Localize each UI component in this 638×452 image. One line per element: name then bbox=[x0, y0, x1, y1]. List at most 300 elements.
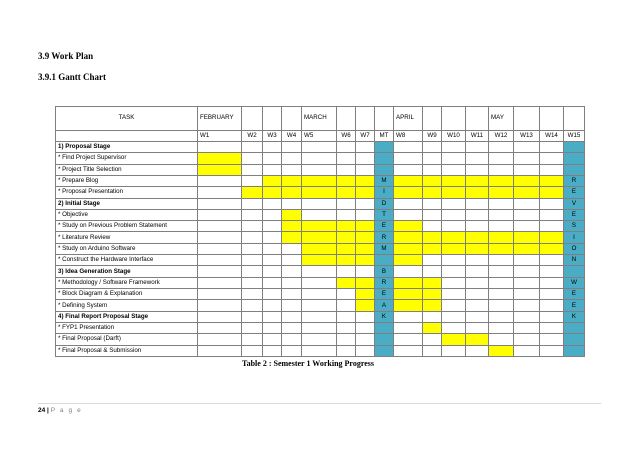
gantt-empty-cell bbox=[466, 221, 489, 232]
table-row bbox=[56, 187, 585, 198]
gantt-empty-cell bbox=[489, 311, 514, 322]
gantt-empty-cell bbox=[263, 289, 282, 300]
gantt-empty-cell bbox=[466, 198, 489, 209]
gantt-empty-cell bbox=[442, 141, 466, 152]
gantt-empty-cell bbox=[242, 221, 263, 232]
table-row bbox=[56, 209, 585, 220]
study-week-cell: V bbox=[564, 198, 585, 209]
task-label: * Study on Previous Problem Statement bbox=[56, 221, 198, 232]
study-week-cell: I bbox=[564, 232, 585, 243]
gantt-bar-cell bbox=[466, 243, 489, 254]
gantt-empty-cell bbox=[489, 198, 514, 209]
study-week-cell: E bbox=[564, 300, 585, 311]
gantt-bar-cell bbox=[356, 300, 375, 311]
midterm-break-cell: K bbox=[375, 311, 394, 322]
gantt-empty-cell bbox=[263, 141, 282, 152]
study-week-cell bbox=[564, 153, 585, 164]
gantt-empty-cell bbox=[337, 311, 356, 322]
week-header: W11 bbox=[466, 130, 489, 141]
midterm-break-cell: I bbox=[375, 187, 394, 198]
midterm-break-cell: A bbox=[375, 300, 394, 311]
gantt-empty-cell bbox=[423, 221, 442, 232]
task-label: * Objective bbox=[56, 209, 198, 220]
gantt-empty-cell bbox=[337, 198, 356, 209]
gantt-empty-cell bbox=[540, 322, 564, 333]
gantt-empty-cell bbox=[442, 198, 466, 209]
gantt-empty-cell bbox=[514, 209, 540, 220]
gantt-empty-cell bbox=[514, 311, 540, 322]
gantt-empty-cell bbox=[263, 345, 282, 356]
gantt-empty-cell bbox=[394, 266, 423, 277]
gantt-empty-cell bbox=[466, 209, 489, 220]
table-row bbox=[56, 164, 585, 175]
gantt-empty-cell bbox=[198, 345, 242, 356]
study-week-cell: K bbox=[564, 311, 585, 322]
table-row bbox=[56, 334, 585, 345]
gantt-empty-cell bbox=[423, 209, 442, 220]
gantt-empty-cell bbox=[540, 198, 564, 209]
gantt-empty-cell bbox=[540, 266, 564, 277]
gantt-bar-cell bbox=[356, 232, 375, 243]
gantt-empty-cell bbox=[337, 345, 356, 356]
gantt-empty-cell bbox=[242, 232, 263, 243]
gantt-empty-cell bbox=[489, 141, 514, 152]
gantt-bar-cell bbox=[356, 255, 375, 266]
gantt-empty-cell bbox=[442, 311, 466, 322]
gantt-empty-cell bbox=[337, 300, 356, 311]
gantt-bar-cell bbox=[442, 232, 466, 243]
gantt-empty-cell bbox=[540, 300, 564, 311]
gantt-bar-cell bbox=[337, 243, 356, 254]
month-april: APRIL bbox=[394, 107, 423, 131]
table-row bbox=[56, 232, 585, 243]
gantt-empty-cell bbox=[242, 153, 263, 164]
gantt-empty-cell bbox=[242, 175, 263, 186]
gantt-empty-cell bbox=[198, 243, 242, 254]
gantt-bar-cell bbox=[302, 221, 337, 232]
study-week-cell: E bbox=[564, 209, 585, 220]
midterm-break-cell bbox=[375, 322, 394, 333]
table-row bbox=[56, 221, 585, 232]
task-label: * FYP1 Presentation bbox=[56, 322, 198, 333]
section-title: 3.9 Work Plan bbox=[38, 51, 94, 61]
gantt-empty-cell bbox=[442, 209, 466, 220]
gantt-empty-cell bbox=[423, 334, 442, 345]
table-row bbox=[56, 255, 585, 266]
month-march: MARCH bbox=[302, 107, 337, 131]
month-header-row bbox=[56, 107, 585, 131]
gantt-empty-cell bbox=[263, 221, 282, 232]
gantt-bar-cell bbox=[282, 232, 302, 243]
week-header: W2 bbox=[242, 130, 263, 141]
gantt-empty-cell bbox=[514, 164, 540, 175]
gantt-bar-cell bbox=[394, 187, 423, 198]
gantt-empty-cell bbox=[282, 243, 302, 254]
week-header: W6 bbox=[337, 130, 356, 141]
gantt-empty-cell bbox=[394, 209, 423, 220]
gantt-empty-cell bbox=[423, 266, 442, 277]
gantt-bar-cell bbox=[540, 243, 564, 254]
gantt-bar-cell bbox=[394, 289, 423, 300]
gantt-empty-cell bbox=[466, 277, 489, 288]
gantt-empty-cell bbox=[282, 334, 302, 345]
gantt-empty-cell bbox=[242, 345, 263, 356]
gantt-empty-cell bbox=[489, 153, 514, 164]
gantt-empty-cell bbox=[242, 266, 263, 277]
gantt-empty-cell bbox=[489, 255, 514, 266]
gantt-empty-cell bbox=[198, 141, 242, 152]
gantt-empty-cell bbox=[302, 334, 337, 345]
gantt-empty-cell bbox=[423, 164, 442, 175]
gantt-empty-cell bbox=[394, 345, 423, 356]
gantt-bar-cell bbox=[356, 277, 375, 288]
gantt-bar-cell bbox=[489, 232, 514, 243]
gantt-bar-cell bbox=[514, 243, 540, 254]
week-header: W13 bbox=[514, 130, 540, 141]
gantt-bar-cell bbox=[423, 243, 442, 254]
gantt-empty-cell bbox=[302, 198, 337, 209]
gantt-empty-cell bbox=[442, 153, 466, 164]
gantt-empty-cell bbox=[282, 322, 302, 333]
page-number: 24 bbox=[38, 407, 46, 414]
midterm-break-cell bbox=[375, 153, 394, 164]
gantt-bar-cell bbox=[540, 232, 564, 243]
gantt-bar-cell bbox=[337, 277, 356, 288]
week-header: W1 bbox=[198, 130, 242, 141]
gantt-empty-cell bbox=[540, 153, 564, 164]
gantt-empty-cell bbox=[514, 334, 540, 345]
gantt-empty-cell bbox=[242, 311, 263, 322]
gantt-empty-cell bbox=[540, 311, 564, 322]
gantt-empty-cell bbox=[282, 164, 302, 175]
gantt-bar-cell bbox=[540, 187, 564, 198]
gantt-empty-cell bbox=[423, 141, 442, 152]
gantt-empty-cell bbox=[263, 209, 282, 220]
gantt-bar-cell bbox=[356, 289, 375, 300]
gantt-empty-cell bbox=[263, 243, 282, 254]
gantt-bar-cell bbox=[337, 232, 356, 243]
gantt-empty-cell bbox=[442, 164, 466, 175]
study-week-cell: W bbox=[564, 277, 585, 288]
table-row bbox=[56, 345, 585, 356]
gantt-empty-cell bbox=[489, 164, 514, 175]
gantt-bar-cell bbox=[540, 175, 564, 186]
gantt-bar-cell bbox=[489, 175, 514, 186]
table-caption: Table 2 : Semester 1 Working Progress bbox=[242, 359, 374, 368]
gantt-empty-cell bbox=[198, 232, 242, 243]
gantt-empty-cell bbox=[514, 289, 540, 300]
gantt-empty-cell bbox=[489, 300, 514, 311]
gantt-bar-cell bbox=[466, 334, 489, 345]
gantt-bar-cell bbox=[302, 255, 337, 266]
gantt-empty-cell bbox=[282, 311, 302, 322]
gantt-empty-cell bbox=[442, 322, 466, 333]
gantt-empty-cell bbox=[242, 209, 263, 220]
gantt-bar-cell bbox=[466, 187, 489, 198]
gantt-empty-cell bbox=[466, 255, 489, 266]
gantt-bar-cell bbox=[302, 175, 337, 186]
gantt-bar-cell bbox=[394, 221, 423, 232]
gantt-bar-cell bbox=[198, 164, 242, 175]
gantt-empty-cell bbox=[442, 277, 466, 288]
gantt-empty-cell bbox=[302, 141, 337, 152]
gantt-bar-cell bbox=[282, 187, 302, 198]
gantt-empty-cell bbox=[356, 153, 375, 164]
gantt-empty-cell bbox=[242, 277, 263, 288]
midterm-break-cell: T bbox=[375, 209, 394, 220]
table-row bbox=[56, 311, 585, 322]
week-header: W5 bbox=[302, 130, 337, 141]
week-header: MT bbox=[375, 130, 394, 141]
gantt-empty-cell bbox=[302, 277, 337, 288]
midterm-break-cell: D bbox=[375, 198, 394, 209]
gantt-empty-cell bbox=[282, 277, 302, 288]
gantt-empty-cell bbox=[489, 221, 514, 232]
gantt-empty-cell bbox=[442, 345, 466, 356]
midterm-break-cell bbox=[375, 345, 394, 356]
gantt-empty-cell bbox=[302, 322, 337, 333]
gantt-empty-cell bbox=[514, 322, 540, 333]
gantt-empty-cell bbox=[423, 198, 442, 209]
gantt-empty-cell bbox=[514, 345, 540, 356]
gantt-empty-cell bbox=[466, 153, 489, 164]
gantt-empty-cell bbox=[263, 311, 282, 322]
gantt-empty-cell bbox=[263, 334, 282, 345]
gantt-empty-cell bbox=[442, 266, 466, 277]
table-row bbox=[56, 198, 585, 209]
gantt-empty-cell bbox=[263, 255, 282, 266]
gantt-empty-cell bbox=[540, 164, 564, 175]
task-label: 1) Proposal Stage bbox=[56, 141, 198, 152]
midterm-break-cell: R bbox=[375, 277, 394, 288]
study-week-cell: E bbox=[564, 289, 585, 300]
task-label: * Study on Arduino Software bbox=[56, 243, 198, 254]
gantt-empty-cell bbox=[356, 266, 375, 277]
week-header: W8 bbox=[394, 130, 423, 141]
gantt-empty-cell bbox=[337, 141, 356, 152]
gantt-empty-cell bbox=[263, 164, 282, 175]
gantt-empty-cell bbox=[489, 322, 514, 333]
gantt-empty-cell bbox=[540, 141, 564, 152]
gantt-empty-cell bbox=[302, 266, 337, 277]
gantt-bar-cell bbox=[423, 277, 442, 288]
task-label: * Prepare Blog bbox=[56, 175, 198, 186]
study-week-cell bbox=[564, 322, 585, 333]
gantt-bar-cell bbox=[423, 289, 442, 300]
gantt-empty-cell bbox=[394, 198, 423, 209]
gantt-empty-cell bbox=[198, 289, 242, 300]
task-label: * Project Title Selection bbox=[56, 164, 198, 175]
gantt-table bbox=[55, 106, 585, 357]
gantt-empty-cell bbox=[198, 175, 242, 186]
page-word: P a g e bbox=[50, 407, 83, 414]
task-label: * Final Proposal & Submission bbox=[56, 345, 198, 356]
gantt-empty-cell bbox=[302, 345, 337, 356]
gantt-bar-cell bbox=[489, 243, 514, 254]
week-header: W12 bbox=[489, 130, 514, 141]
task-label: * Construct the Hardware Interface bbox=[56, 255, 198, 266]
gantt-empty-cell bbox=[198, 187, 242, 198]
gantt-bar-cell bbox=[466, 232, 489, 243]
task-label: * Block Diagram & Explanation bbox=[56, 289, 198, 300]
task-label: * Defining System bbox=[56, 300, 198, 311]
gantt-empty-cell bbox=[489, 209, 514, 220]
gantt-empty-cell bbox=[489, 334, 514, 345]
gantt-empty-cell bbox=[514, 198, 540, 209]
study-week-cell: E bbox=[564, 187, 585, 198]
gantt-empty-cell bbox=[356, 311, 375, 322]
gantt-empty-cell bbox=[198, 334, 242, 345]
gantt-empty-cell bbox=[263, 300, 282, 311]
gantt-empty-cell bbox=[302, 311, 337, 322]
study-week-cell bbox=[564, 345, 585, 356]
gantt-empty-cell bbox=[356, 322, 375, 333]
gantt-empty-cell bbox=[198, 300, 242, 311]
gantt-empty-cell bbox=[356, 209, 375, 220]
gantt-empty-cell bbox=[282, 255, 302, 266]
gantt-empty-cell bbox=[466, 300, 489, 311]
gantt-empty-cell bbox=[540, 289, 564, 300]
gantt-empty-cell bbox=[242, 198, 263, 209]
gantt-empty-cell bbox=[394, 334, 423, 345]
gantt-empty-cell bbox=[282, 198, 302, 209]
gantt-empty-cell bbox=[198, 277, 242, 288]
gantt-empty-cell bbox=[302, 300, 337, 311]
gantt-empty-cell bbox=[356, 164, 375, 175]
gantt-empty-cell bbox=[198, 255, 242, 266]
gantt-empty-cell bbox=[337, 266, 356, 277]
gantt-bar-cell bbox=[394, 175, 423, 186]
table-row bbox=[56, 153, 585, 164]
gantt-empty-cell bbox=[394, 141, 423, 152]
gantt-empty-cell bbox=[489, 277, 514, 288]
gantt-empty-cell bbox=[394, 322, 423, 333]
gantt-bar-cell bbox=[394, 300, 423, 311]
gantt-bar-cell bbox=[394, 243, 423, 254]
gantt-empty-cell bbox=[442, 300, 466, 311]
study-week-cell bbox=[564, 141, 585, 152]
gantt-bar-cell bbox=[263, 187, 282, 198]
footer-divider bbox=[38, 403, 601, 404]
gantt-empty-cell bbox=[466, 141, 489, 152]
gantt-bar-cell bbox=[282, 209, 302, 220]
gantt-empty-cell bbox=[423, 345, 442, 356]
gantt-bar-cell bbox=[356, 187, 375, 198]
midterm-break-cell: M bbox=[375, 243, 394, 254]
gantt-empty-cell bbox=[198, 266, 242, 277]
gantt-empty-cell bbox=[540, 221, 564, 232]
gantt-empty-cell bbox=[442, 221, 466, 232]
gantt-empty-cell bbox=[263, 322, 282, 333]
gantt-empty-cell bbox=[466, 322, 489, 333]
gantt-bar-cell bbox=[302, 243, 337, 254]
gantt-empty-cell bbox=[540, 345, 564, 356]
gantt-empty-cell bbox=[489, 266, 514, 277]
gantt-empty-cell bbox=[198, 209, 242, 220]
task-label: 2) Initial Stage bbox=[56, 198, 198, 209]
study-week-cell: S bbox=[564, 221, 585, 232]
gantt-empty-cell bbox=[198, 322, 242, 333]
gantt-bar-cell bbox=[198, 153, 242, 164]
subsection-title: 3.9.1 Gantt Chart bbox=[38, 72, 106, 82]
study-week-cell: O bbox=[564, 243, 585, 254]
gantt-empty-cell bbox=[302, 164, 337, 175]
midterm-break-cell: R bbox=[375, 232, 394, 243]
gantt-empty-cell bbox=[423, 311, 442, 322]
gantt-empty-cell bbox=[242, 243, 263, 254]
footer-separator: | bbox=[47, 407, 49, 414]
gantt-empty-cell bbox=[466, 266, 489, 277]
gantt-empty-cell bbox=[263, 153, 282, 164]
week-header: W4 bbox=[282, 130, 302, 141]
gantt-empty-cell bbox=[423, 153, 442, 164]
gantt-empty-cell bbox=[337, 289, 356, 300]
gantt-bar-cell bbox=[302, 232, 337, 243]
gantt-empty-cell bbox=[263, 232, 282, 243]
gantt-bar-cell bbox=[423, 175, 442, 186]
midterm-break-cell bbox=[375, 164, 394, 175]
gantt-body bbox=[56, 141, 585, 356]
midterm-break-cell bbox=[375, 141, 394, 152]
gantt-empty-cell bbox=[466, 289, 489, 300]
table-row bbox=[56, 141, 585, 152]
gantt-empty-cell bbox=[356, 334, 375, 345]
midterm-break-cell: M bbox=[375, 175, 394, 186]
gantt-empty-cell bbox=[242, 255, 263, 266]
gantt-empty-cell bbox=[242, 322, 263, 333]
study-week-cell bbox=[564, 334, 585, 345]
gantt-empty-cell bbox=[337, 164, 356, 175]
week-header: W15 bbox=[564, 130, 585, 141]
gantt-empty-cell bbox=[442, 289, 466, 300]
month-february: FEBRUARY bbox=[198, 107, 242, 131]
page-footer bbox=[38, 407, 82, 414]
gantt-bar-cell bbox=[442, 175, 466, 186]
gantt-empty-cell bbox=[198, 221, 242, 232]
week-header: W9 bbox=[423, 130, 442, 141]
gantt-empty-cell bbox=[282, 266, 302, 277]
gantt-empty-cell bbox=[394, 311, 423, 322]
gantt-bar-cell bbox=[302, 187, 337, 198]
task-label: * Methodology / Software Framework bbox=[56, 277, 198, 288]
gantt-bar-cell bbox=[282, 175, 302, 186]
study-week-cell: R bbox=[564, 175, 585, 186]
midterm-break-cell: B bbox=[375, 266, 394, 277]
gantt-empty-cell bbox=[337, 322, 356, 333]
gantt-empty-cell bbox=[540, 334, 564, 345]
gantt-empty-cell bbox=[466, 345, 489, 356]
gantt-empty-cell bbox=[514, 141, 540, 152]
gantt-bar-cell bbox=[242, 187, 263, 198]
gantt-bar-cell bbox=[337, 175, 356, 186]
gantt-bar-cell bbox=[514, 187, 540, 198]
task-label: * Find Project Supervisor bbox=[56, 153, 198, 164]
gantt-bar-cell bbox=[394, 277, 423, 288]
gantt-empty-cell bbox=[466, 311, 489, 322]
gantt-bar-cell bbox=[394, 232, 423, 243]
gantt-bar-cell bbox=[356, 243, 375, 254]
gantt-empty-cell bbox=[302, 289, 337, 300]
gantt-bar-cell bbox=[423, 187, 442, 198]
gantt-empty-cell bbox=[337, 334, 356, 345]
midterm-break-cell: E bbox=[375, 289, 394, 300]
gantt-empty-cell bbox=[514, 221, 540, 232]
task-label: * Literature Review bbox=[56, 232, 198, 243]
gantt-bar-cell bbox=[423, 322, 442, 333]
gantt-bar-cell bbox=[356, 221, 375, 232]
gantt-empty-cell bbox=[198, 198, 242, 209]
gantt-empty-cell bbox=[302, 153, 337, 164]
